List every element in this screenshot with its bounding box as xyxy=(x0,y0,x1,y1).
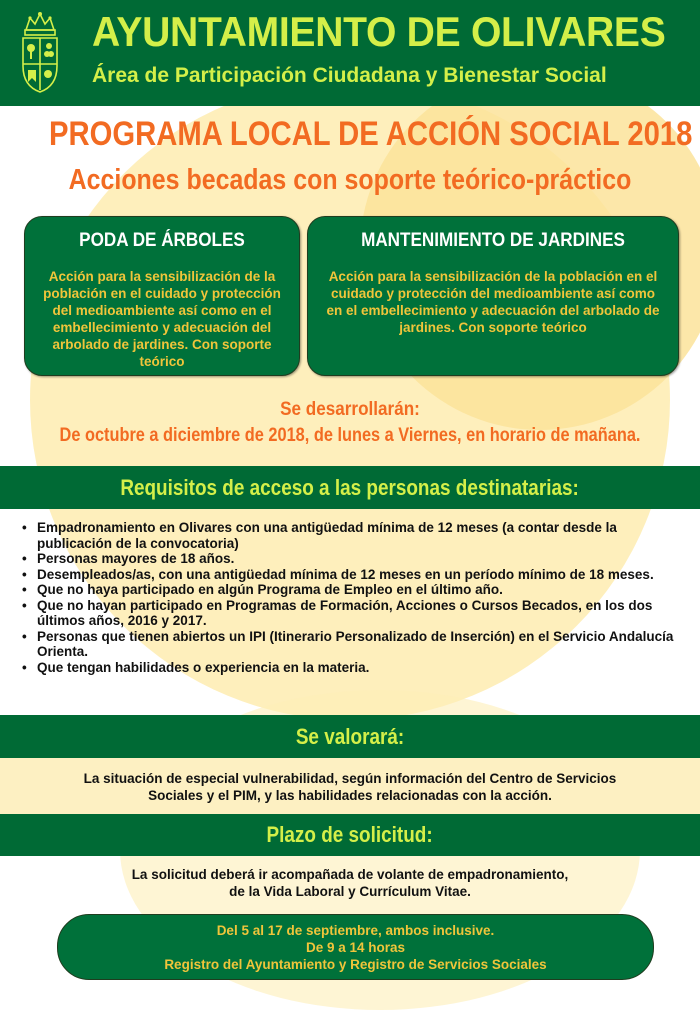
application-text xyxy=(40,866,660,900)
action-card-garden-maintenance xyxy=(307,216,679,376)
list-item: • Que no hayan participado en Programas de Formación, Acciones o Cursos Becados, en los dos últimos años, 2016 y 2017. xyxy=(22,598,682,629)
header-subtitle: Área de Participación Ciudadana y Bienestar Social xyxy=(92,64,607,87)
list-item: • Que tengan habilidades o experiencia en la materia. xyxy=(22,660,682,676)
card-description: Acción para la sensibilización de la población en el cuidado y protección del medioambiente así como en el embellecimiento y adecuación del arbolado de jardines. Con soporte teórico xyxy=(326,269,660,335)
valuation-line: Sociales y el PIM, y las habilidades relacionadas con la acción. xyxy=(148,788,552,803)
valuation-heading: Se valorará: xyxy=(295,724,405,749)
schedule-label: Se desarrollarán: xyxy=(280,399,420,420)
application-hours: De 9 a 14 horas xyxy=(305,940,406,955)
valuation-heading-band xyxy=(0,715,700,758)
program-subtitle: Acciones becadas con soporte teórico-práctico xyxy=(68,164,632,196)
requirements-heading: Requisitos de acceso a las personas destinatarias: xyxy=(120,475,580,500)
application-period-box xyxy=(57,914,654,980)
list-item: • Personas que tienen abiertos un IPI (Itinerario Personalizado de Inserción) en el Servicio Andalucía Orienta. xyxy=(22,629,682,660)
card-title: PODA DE ÁRBOLES xyxy=(79,230,245,251)
action-card-tree-pruning xyxy=(24,216,300,376)
list-item: • Desempleados/as, con una antigüedad mínima de 12 meses en un período mínimo de 18 meses. xyxy=(22,567,682,583)
requirements-list xyxy=(22,520,682,675)
program-title: PROGRAMA LOCAL DE ACCIÓN SOCIAL 2018 xyxy=(49,115,693,153)
list-item: • Empadronamiento en Olivares con una antigüedad mínima de 12 meses (a contar desde la publicación de la convocatoria) xyxy=(22,520,682,551)
application-period: Del 5 al 17 de septiembre, ambos inclusive. xyxy=(216,923,495,938)
application-line: La solicitud deberá ir acompañada de volante de empadronamiento, xyxy=(131,867,569,882)
list-item: • Personas mayores de 18 años. xyxy=(22,551,682,567)
list-item: • Que no haya participado en algún Programa de Empleo en el último año. xyxy=(22,582,682,598)
valuation-line: La situación de especial vulnerabilidad, según información del Centro de Servicios xyxy=(83,771,617,786)
coat-of-arms-icon xyxy=(18,8,62,94)
card-description: Acción para la sensibilización de la población en el cuidado y protección del medioambiente así como en el embellecimiento y adecuación del arbolado de jardines. Con soporte teórico xyxy=(43,269,281,369)
header-band xyxy=(0,0,700,106)
application-heading: Plazo de solicitud: xyxy=(266,822,434,847)
requirements-heading-band xyxy=(0,466,700,509)
header-title: AYUNTAMIENTO DE OLIVARES xyxy=(92,8,666,55)
schedule-dates: De octubre a diciembre de 2018, de lunes a Viernes, en horario de mañana. xyxy=(59,425,641,446)
application-line: de la Vida Laboral y Currículum Vitae. xyxy=(229,884,471,899)
valuation-text xyxy=(40,770,660,804)
application-place: Registro del Ayuntamiento y Registro de Servicios Sociales xyxy=(164,957,547,972)
card-title: MANTENIMIENTO DE JARDINES xyxy=(361,230,625,251)
application-heading-band xyxy=(0,814,700,856)
